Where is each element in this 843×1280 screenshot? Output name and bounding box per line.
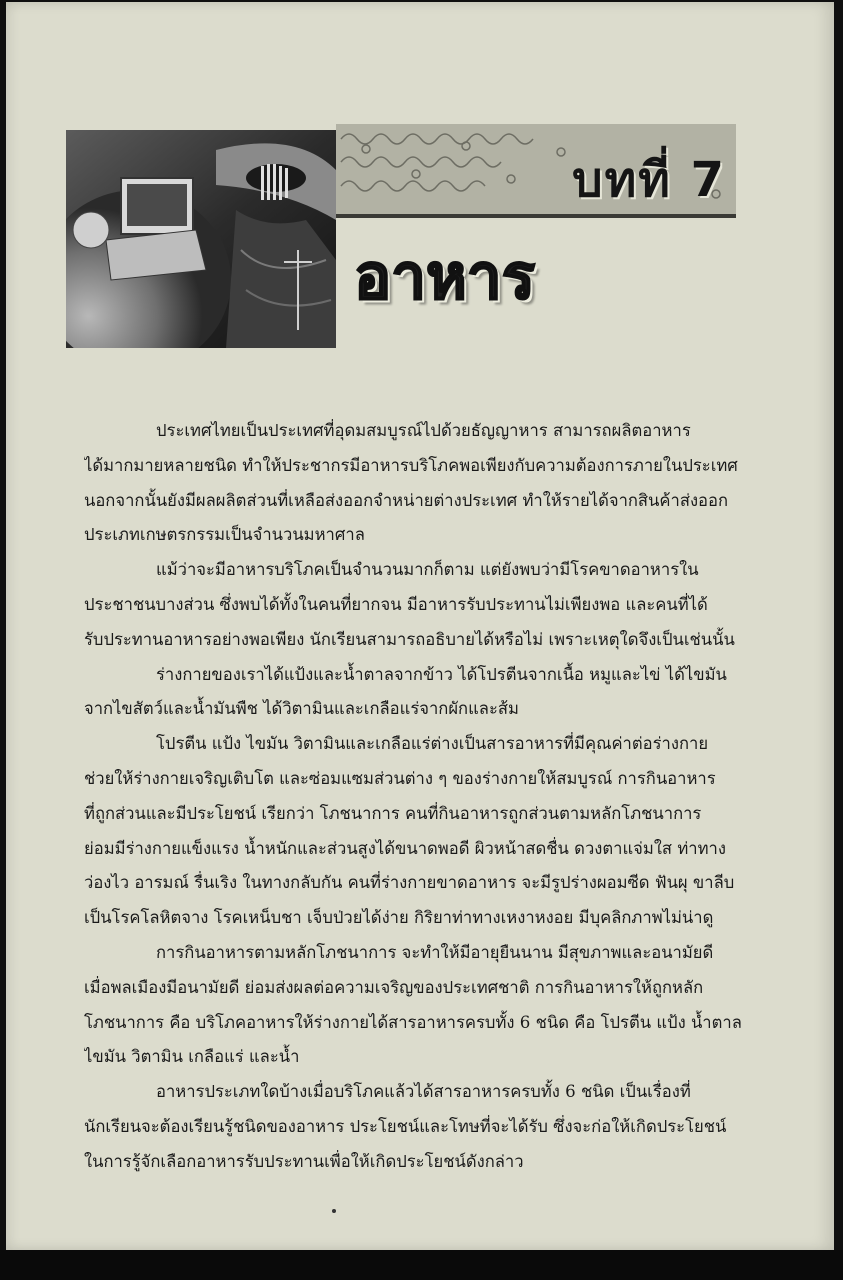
chapter-title: อาหาร (354, 240, 536, 313)
page-dot (332, 1209, 336, 1213)
text-line: เมื่อพลเมืองมีอนามัยดี ย่อมส่งผลต่อความเจริญของประเทศชาติ การกินอาหารให้ถูกหลัก (84, 977, 704, 997)
text-line: ย่อมมีร่างกายแข็งแรง น้ำหนักและส่วนสูงได้ขนาดพอดี ผิวหน้าสดชื่น ดวงตาแจ่มใส ท่าทาง (84, 838, 726, 858)
page-edge-bottom (0, 1250, 843, 1280)
text-line: อาหารประเภทใดบ้างเมื่อบริโภคแล้วได้สารอาหารครบทั้ง 6 ชนิด เป็นเรื่องที่ (156, 1082, 691, 1102)
chapter-banner (336, 124, 736, 218)
text-line: ได้มากมายหลายชนิด ทำให้ประชากรมีอาหารบริโภคพอเพียงกับความต้องการภายในประเทศ (84, 455, 738, 475)
text-line: แม้ว่าจะมีอาหารบริโภคเป็นจำนวนมากก็ตาม แต่ยังพบว่ามีโรคขาดอาหารใน (156, 560, 699, 580)
text-line: รับประทานอาหารอย่างพอเพียง นักเรียนสามารถอธิบายได้หรือไม่ เพราะเหตุใดจึงเป็นเช่นนั้น (84, 629, 735, 649)
text-line: ประเภทเกษตรกรรมเป็นจำนวนมหาศาล (84, 525, 365, 545)
text-line: ที่ถูกส่วนและมีประโยชน์ เรียกว่า โภชนาการ คนที่กินอาหารถูกส่วนตามหลักโภชนาการ (84, 803, 702, 823)
page-edge-right (834, 0, 843, 1280)
text-line: ร่างกายของเราได้แป้งและน้ำตาลจากข้าว ได้โปรตีนจากเนื้อ หมูและไข่ ได้ไขมัน (156, 664, 727, 684)
text-line: โภชนาการ คือ บริโภคอาหารให้ร่างกายได้สารอาหารครบทั้ง 6 ชนิด คือ โปรตีน แป้ง น้ำตาล (84, 1012, 742, 1032)
text-line: จากไขสัตว์และน้ำมันพืช ได้วิตามินและเกลือแร่จากผักและส้ม (84, 699, 519, 719)
text-line: ในการรู้จักเลือกอาหารรับประทานเพื่อให้เกิดประโยชน์ดังกล่าว (84, 1151, 524, 1171)
chapter-number: บทที่ 7 (572, 152, 726, 208)
text-line: โปรตีน แป้ง ไขมัน วิตามินและเกลือแร่ต่างเป็นสารอาหารที่มีคุณค่าต่อร่างกาย (156, 734, 709, 754)
text-line: ประเทศไทยเป็นประเทศที่อุดมสมบูรณ์ไปด้วยธัญญาหาร สามารถผลิตอาหาร (156, 421, 691, 440)
book-page (6, 2, 834, 1250)
text-line: ว่องไว อารมณ์ รื่นเริง ในทางกลับกัน คนที่ร่างกายขาดอาหาร จะมีรูปร่างผอมซีด ฟันผุ ขาลีบ (84, 873, 735, 893)
text-line: การกินอาหารตามหลักโภชนาการ จะทำให้มีอายุยืนนาน มีสุขภาพและอนามัยดี (156, 942, 714, 962)
collage-image (66, 130, 336, 348)
body-text (84, 414, 750, 1180)
text-line: ช่วยให้ร่างกายเจริญเติบโต และซ่อมแซมส่วนต่าง ๆ ของร่างกายให้สมบูรณ์ การกินอาหาร (84, 768, 716, 788)
text-line: นักเรียนจะต้องเรียนรู้ชนิดของอาหาร ประโยชน์และโทษที่จะได้รับ ซึ่งจะก่อให้เกิดประโยชน์ (84, 1116, 727, 1136)
text-line: เป็นโรคโลหิตจาง โรคเหน็บชา เจ็บป่วยได้ง่าย กิริยาท่าทางเหงาหงอย มีบุคลิกภาพไม่น่าดู (84, 908, 714, 928)
text-line: นอกจากนั้นยังมีผลผลิตส่วนที่เหลือส่งออกจำหน่ายต่างประเทศ ทำให้รายได้จากสินค้าส่งออก (84, 490, 729, 510)
text-line: ประชาชนบางส่วน ซึ่งพบได้ทั้งในคนที่ยากจน มีอาหารรับประทานไม่เพียงพอ และคนที่ได้ (84, 594, 708, 614)
text-line: ไขมัน วิตามิน เกลือแร่ และน้ำ (84, 1047, 300, 1067)
chapter-illustration (66, 130, 336, 348)
